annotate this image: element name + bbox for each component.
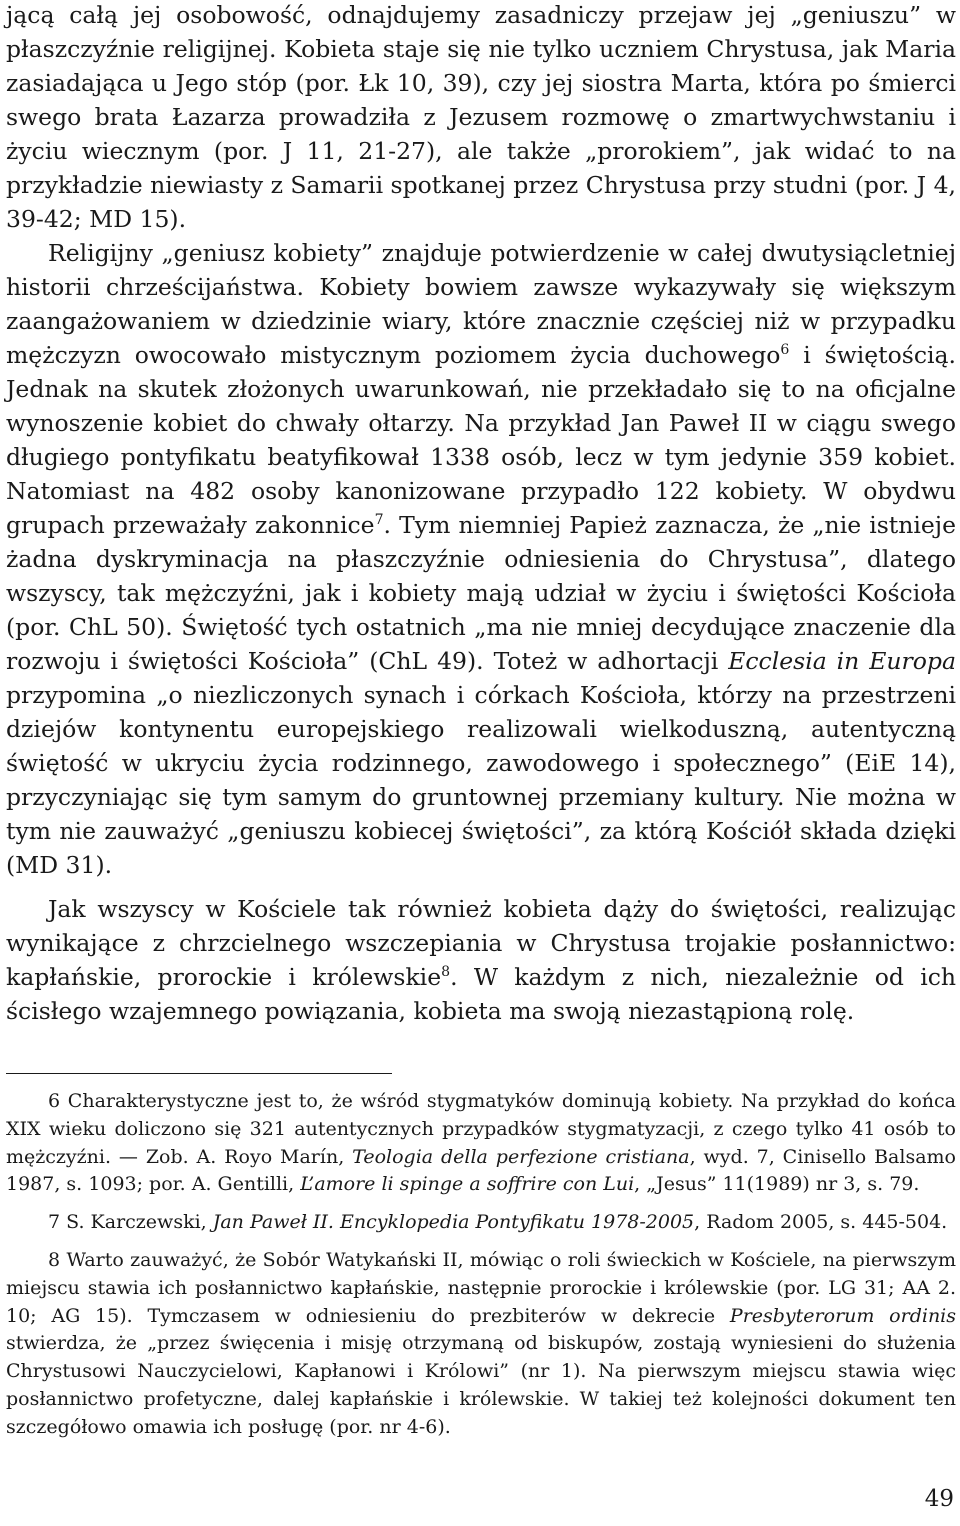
footnotes [6,1088,956,1452]
footnote-7-text-a: S. Karczewski, [60,1211,213,1234]
footnote-8-text-b: stwierdza, że „przez święcenia i misję otrzymaną od biskupów, zostają wyniesieni do służenia Chrystusowi Nauczycielowi, Kapłanowi i Królowi” (nr 1). Na pierwszym miejscu stawia więc posłannictwo profetyczne, dalej kapłańskie i królewskie. W takiej też kolejności dokument ten szczegółowo omawia ich posługę (por. nr 4-6). [6,1332,956,1438]
footnote-ref-6[interactable]: 6 [780,342,790,359]
paragraph-1-text: jącą całą jej osobowość, odnajdujemy zasadniczy przejaw jej „geniuszu” w płaszczyźnie religijnej. Kobieta staje się nie tylko uczniem Chrystusa, jak Maria zasiadająca u Jego stóp (por. Łk 10, 39), czy jej siostra Marta, która po śmierci swego brata Łazarza prowadziła z Jezusem rozmowę o zmartwychwstaniu i życiu wiecznym (por. J 11, 21-27), ale także „prorokiem”, jak widać to na przykładzie niewiasty z Samarii spotkanej przez Chrystusa przy studni (por. J 4, 39-42; MD 15). [6,1,956,233]
paragraph-1 [6,0,956,236]
footnote-6-title-1: Teologia della perfezione cristiana [352,1145,690,1168]
paragraph-2-text-b: i świętością. Jednak na skutek złożonych uwarunkowań, nie przekładało się to na oficjalne wynoszenie kobiet do chwały ołtarzy. Na przykład Jan Paweł II w ciągu swego długiego pontyfikatu beatyfikował 1338 osób, lecz w tym jedynie 359 kobiet. Natomiast na 482 osoby kanonizowane przypadło 122 kobiety. W obydwu grupach przeważały zakonnice [6,341,956,539]
paragraph-3 [6,892,956,1028]
paragraph-3-text-a: Jak wszyscy w Kościele tak również kobieta dąży do świętości, realizując wynikające z chrzcielnego wszczepiania w Chrystusa trojakie posłannictwo: kapłańskie, prorockie i królewskie [6,895,956,991]
footnote-ref-7[interactable]: 7 [374,512,384,529]
footnote-7 [6,1209,956,1237]
footnote-7-title: Jan Paweł II. Encyklopedia Pontyfikatu 1978-2005 [212,1211,695,1234]
main-text [6,0,956,1028]
paragraph-2-text-d: przypomina „o niezliczonych synach i córkach Kościoła, którzy na przestrzeni dziejów kontynentu europejskiego realizowali wielkoduszną, autentyczną świętość w ukryciu życia rodzinnego, zawodowego i społecznego” (EiE 14), przyczyniając się tym samym do gruntownej przemiany kultury. Nie można w tym nie zauważyć „geniuszu kobiecej świętości”, za którą Kościół składa dzięki (MD 31). [6,681,956,879]
paragraph-2 [6,236,956,882]
footnote-ref-8[interactable]: 8 [441,964,451,981]
footnote-8-text-a: Warto zauważyć, że Sobór Watykański II, mówiąc o roli świeckich w Kościele, na pierwszym miejscu stawia ich posłannictwo kapłańskie, następnie prorockie i królewskie (por. LG 31; AA 2. 10; AG 15). Tymczasem w odniesieniu do prezbiterów w dekrecie [6,1248,956,1327]
document-title-ecclesia: Ecclesia in Europa [728,647,956,675]
footnote-separator [6,1073,392,1074]
footnote-6-title-2: L’amore li spinge a soffrire con Lui [300,1173,635,1196]
paragraph-2-text-a: Religijny „geniusz kobiety” znajduje potwierdzenie w całej dwutysiącletniej historii chrześcijaństwa. Kobiety bowiem zawsze wykazywały się większym zaangażowaniem w dziedzinie wiary, które znacznie częściej niż w przypadku mężczyzn owocowało mistycznym poziomem życia duchowego [6,239,956,369]
paragraph-2-text-c: . Tym niemniej Papież zaznacza, że „nie istnieje żadna dyskryminacja na płaszczyźnie odniesienia do Chrystusa”, dlatego wszyscy, tak mężczyźni, jak i kobiety mają udział w życiu i świętości Kościoła (por. ChL 50). Świętość tych ostatnich „ma nie mniej decydujące znaczenie dla rozwoju i świętości Kościoła” (ChL 49). Toteż w adhortacji [6,511,956,675]
footnote-7-text-b: , Radom 2005, s. 445-504. [694,1211,948,1234]
footnote-7-number: 7 [48,1211,61,1234]
footnote-8 [6,1247,956,1442]
footnote-6-text-c: , „Jesus” 11(1989) nr 3, s. 79. [634,1173,920,1196]
footnote-6-number: 6 [48,1090,61,1112]
footnote-6 [6,1088,956,1199]
paragraph-3-text-b: . W każdym z nich, niezależnie od ich ścisłego wzajemnego powiązania, kobieta ma swoją niezastąpioną rolę. [6,963,956,1025]
footnote-6-text-b: , wyd. 7, Cinisello Balsamo 1987, s. 1093; por. A. Gentilli, [6,1145,956,1196]
footnote-6-text-a: Charakterystyczne jest to, że wśród stygmatyków dominują kobiety. Na przykład do końca XIX wieku doliczono się 321 autentycznych przypadków stygmatyzacji, z czego tylko 41 osób to mężczyźni. — Zob. A. Royo Marín, [6,1090,956,1168]
footnote-8-number: 8 [48,1248,61,1271]
page-number: 49 [924,1486,954,1512]
footnote-8-title: Presbyterorum ordinis [729,1304,957,1327]
